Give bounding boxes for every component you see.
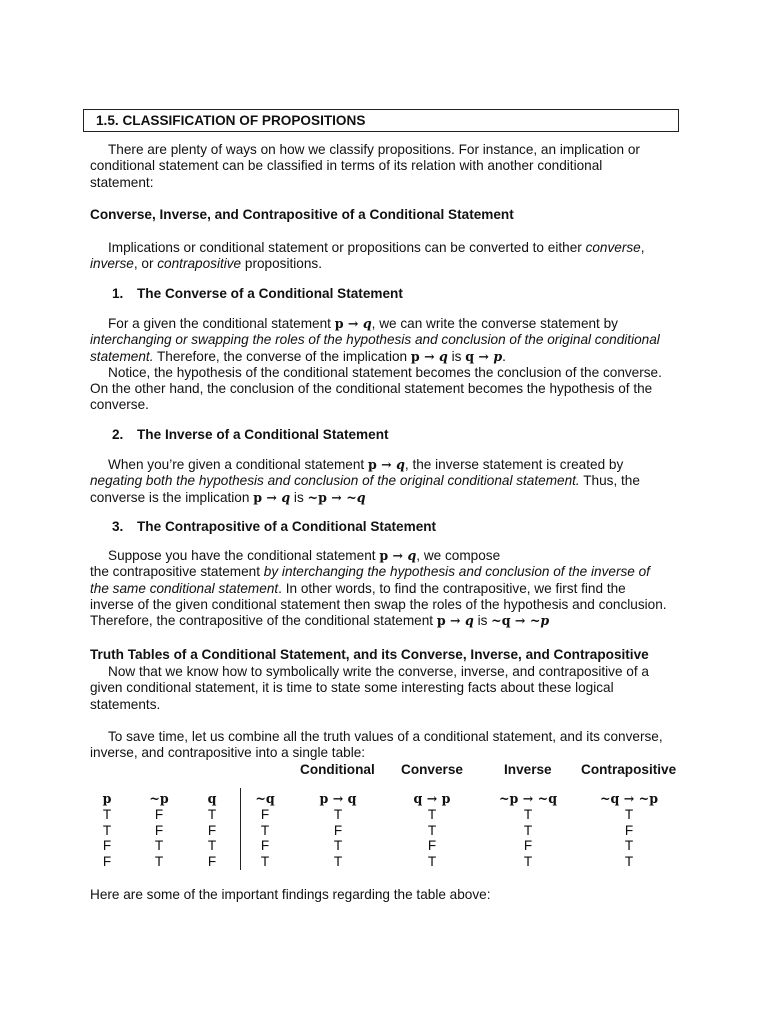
table-cell: F bbox=[523, 838, 533, 854]
heading-converse-inverse-contrapositive: Converse, Inverse, and Contrapositive of a Conditional Statement bbox=[90, 207, 514, 222]
converse-line-5: On the other hand, the conclusion of the conditional statement becomes the hypothesis of the bbox=[90, 381, 653, 397]
section-header-box bbox=[83, 109, 679, 132]
converse-line-2: interchanging or swapping the roles of the hypothesis and conclusion of the original conditional bbox=[90, 332, 660, 348]
table-cell: T bbox=[523, 807, 533, 822]
inverse-paragraph bbox=[90, 457, 690, 506]
table-cell: T bbox=[427, 853, 437, 869]
table-cell: T bbox=[333, 838, 343, 854]
table-cell: T bbox=[207, 838, 217, 854]
intro-line-3: statement: bbox=[90, 174, 154, 190]
table-cell: T bbox=[102, 807, 112, 822]
table-cell: F bbox=[427, 838, 437, 854]
table-cell: T bbox=[154, 838, 164, 854]
save-time-line-2: inverse, and contrapositive into a single table: bbox=[90, 745, 366, 761]
implications-line-1: Implications or conditional statement or propositions can be converted to either converse, bbox=[108, 240, 645, 255]
table-cell: T bbox=[523, 822, 533, 838]
intro-line-2: conditional statement can be classified in terms of its relation with another conditional bbox=[90, 158, 603, 174]
table-cell: T bbox=[333, 853, 343, 869]
truth-intro-line-2: given conditional statement, it is time to state some interesting facts about these logical bbox=[90, 680, 614, 696]
table-cell: F bbox=[260, 838, 270, 854]
heading-truth-tables: Truth Tables of a Conditional Statement, and its Converse, Inverse, and Contrapositive bbox=[90, 647, 649, 662]
subheading-inverse: 2. The Inverse of a Conditional Statement bbox=[112, 427, 389, 442]
section-title: 1.5. CLASSIFICATION OF PROPOSITIONS bbox=[96, 113, 366, 128]
table-cell: T bbox=[523, 853, 533, 869]
converse-line-1: For a given the conditional statement p → q, we can write the converse statement by bbox=[108, 316, 618, 331]
table-cell: T bbox=[624, 838, 634, 854]
column-head: ~q bbox=[255, 791, 275, 806]
findings-text: Here are some of the important findings regarding the table above: bbox=[90, 887, 491, 902]
truth-column-contrapositive bbox=[589, 791, 669, 869]
table-cell: F bbox=[333, 822, 343, 838]
table-cell: T bbox=[260, 822, 270, 838]
converse-line-6: converse. bbox=[90, 397, 149, 413]
table-cell: F bbox=[260, 807, 270, 822]
table-cell: T bbox=[102, 822, 112, 838]
truth-column-converse bbox=[392, 791, 472, 869]
contra-line-5: Therefore, the contrapositive of the conditional statement p → q is ~q → ~p bbox=[90, 613, 550, 629]
table-cell: F bbox=[207, 853, 217, 869]
truth-column-conditional bbox=[298, 791, 378, 869]
converse-line-3: statement. Therefore, the converse of the implication p → q is q → p. bbox=[90, 348, 506, 364]
table-cell: F bbox=[154, 822, 164, 838]
table-cell: T bbox=[427, 807, 437, 822]
truth-intro-line-1: Now that we know how to symbolically write the converse, inverse, and contrapositive of a bbox=[108, 664, 649, 679]
inverse-line-1: When you’re given a conditional statement p → q, the inverse statement is created by bbox=[108, 457, 624, 472]
converse-line-4: Notice, the hypothesis of the conditional statement becomes the conclusion of the converse. bbox=[108, 364, 662, 380]
intro-paragraph bbox=[90, 142, 690, 191]
table-header-converse: Converse bbox=[401, 762, 463, 777]
table-cell: T bbox=[260, 853, 270, 869]
table-cell: T bbox=[624, 807, 634, 822]
table-cell: T bbox=[333, 807, 343, 822]
table-header-conditional: Conditional bbox=[300, 762, 375, 777]
column-head: q bbox=[207, 791, 217, 806]
table-cell: T bbox=[154, 853, 164, 869]
truth-column-not-q bbox=[225, 791, 305, 869]
column-head: ~q → ~p bbox=[599, 791, 659, 806]
inverse-line-2: negating both the hypothesis and conclusion of the original conditional statement. Thus, the bbox=[90, 473, 640, 489]
table-cell: F bbox=[624, 822, 634, 838]
inverse-line-3: converse is the implication p → q is ~p → ~q bbox=[90, 489, 366, 505]
table-cell: F bbox=[102, 838, 112, 854]
contra-line-2: the contrapositive statement by interchanging the hypothesis and conclusion of the inverse of bbox=[90, 564, 650, 580]
intro-line-1: There are plenty of ways on how we classify propositions. For instance, an implication or bbox=[108, 142, 640, 157]
contra-line-4: inverse of the given conditional statement then swap the roles of the hypothesis and conclusion. bbox=[90, 596, 667, 612]
save-time-line-1: To save time, let us combine all the truth values of a conditional statement, and its converse, bbox=[108, 729, 663, 744]
column-head: ~p → ~q bbox=[498, 791, 558, 806]
truth-column-inverse bbox=[488, 791, 568, 869]
contra-line-3: the same conditional statement. In other words, to find the contrapositive, we first find the bbox=[90, 580, 626, 596]
column-head: p → q bbox=[319, 791, 357, 806]
table-header-inverse: Inverse bbox=[504, 762, 552, 777]
converse-paragraph bbox=[90, 316, 690, 414]
table-cell: T bbox=[624, 853, 634, 869]
implications-line-2: inverse, or contrapositive propositions. bbox=[90, 256, 322, 272]
contra-line-1: Suppose you have the conditional statement p → q, we compose bbox=[108, 548, 501, 563]
truth-intro-paragraph bbox=[90, 664, 690, 713]
column-head: q → p bbox=[413, 791, 451, 806]
save-time-paragraph bbox=[90, 729, 690, 762]
truth-intro-line-3: statements. bbox=[90, 696, 161, 712]
table-cell: T bbox=[207, 807, 217, 822]
table-cell: F bbox=[154, 807, 164, 822]
subheading-converse: 1. The Converse of a Conditional Statement bbox=[112, 286, 403, 301]
column-head: ~p bbox=[149, 791, 169, 806]
implications-paragraph bbox=[90, 240, 690, 273]
table-cell: T bbox=[427, 822, 437, 838]
contrapositive-paragraph bbox=[90, 548, 690, 629]
table-cell: F bbox=[207, 822, 217, 838]
subheading-contrapositive: 3. The Contrapositive of a Conditional Statement bbox=[112, 519, 437, 534]
column-head: p bbox=[102, 791, 112, 806]
table-header-contrapositive: Contrapositive bbox=[581, 762, 677, 777]
table-cell: F bbox=[102, 853, 112, 869]
